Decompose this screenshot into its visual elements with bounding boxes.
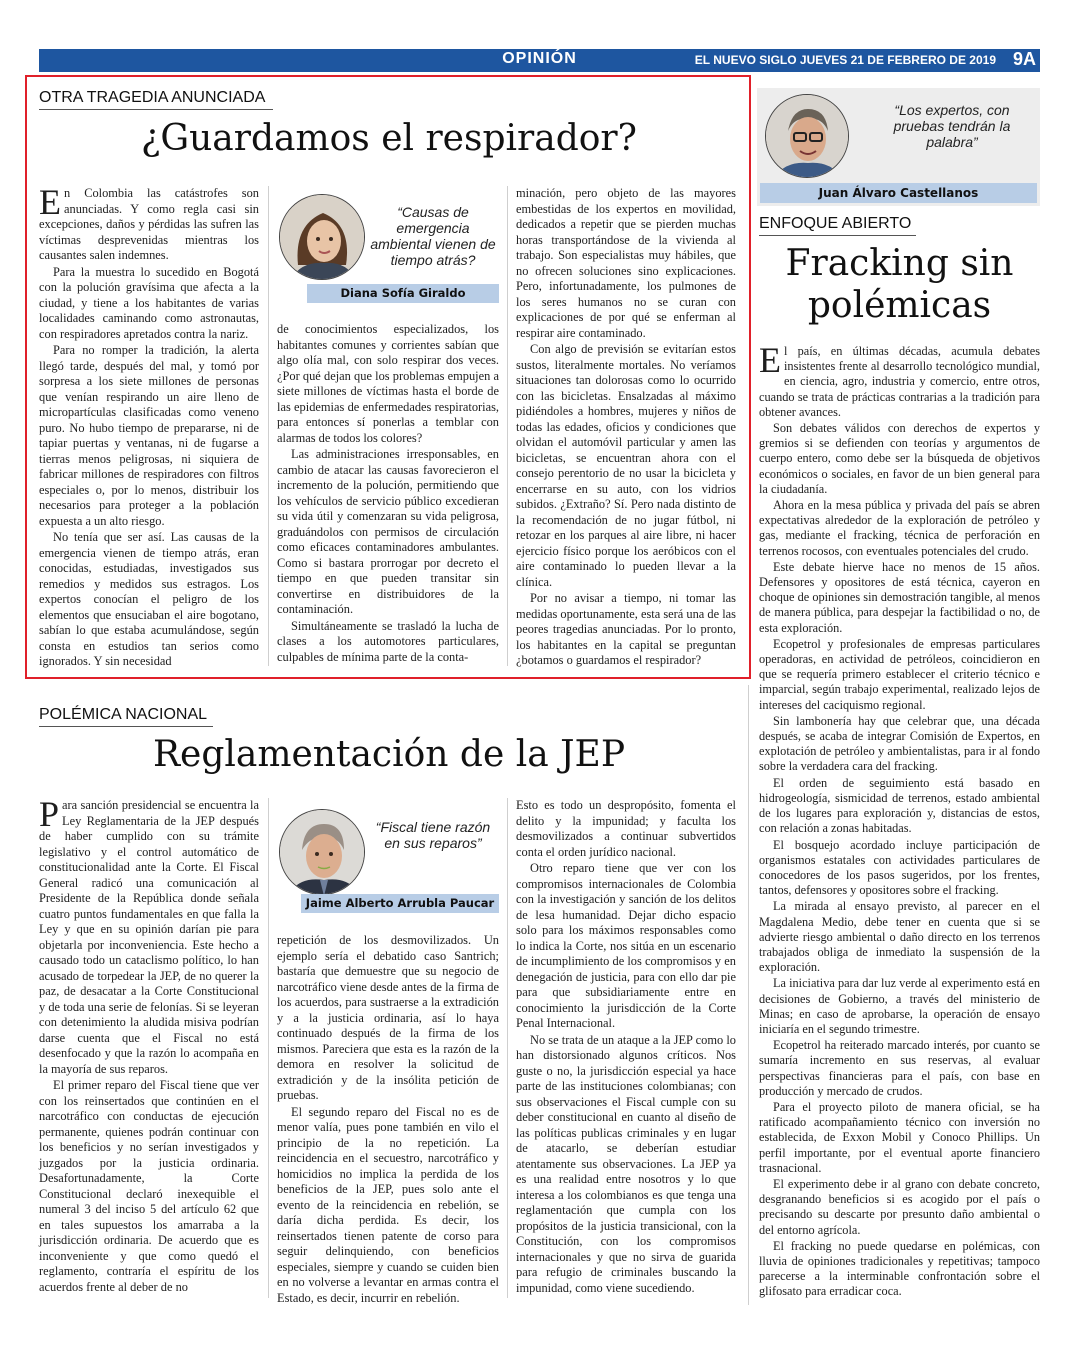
paragraph: l país, en últimas décadas, acumula debates insistentes frente al desarrollo tecnológico mundial, en ciencia, agro, industria y comercio, entre otros, cuando se trata de prácticas contrarias a la tradición para obtener avances. [759, 344, 1040, 419]
paragraph: El orden de seguimiento está basado en hidrogeología, sismicidad de terrenos, estado ambiental de los lugares para exploración y, distancias de estos, con relación a zonas habitadas. [759, 775, 1040, 836]
section-title: OPINIÓN [502, 50, 577, 67]
article1-dropcap: E [39, 182, 61, 222]
title-line: Fracking sin [785, 243, 1014, 284]
article3-column [759, 340, 1040, 1301]
article3-title [759, 243, 1040, 327]
paragraph: Otro reparo tiene que ver con los compromisos internacionales de Colombia con la investigación y sanción de los delitos de lesa humanidad. Dejar dicho espacio solo para los máximos responsables como lo indica la Corte, nos sitúa en un escenario de incumplimiento de los compromisos y en denegación de justicia, para con ello dar pie para que subsidiariamente entre en conocimiento la jurisdicción de la Corte Penal Internacional. [516, 861, 736, 1030]
title-line: polémicas [807, 285, 992, 326]
article3-kicker: ENFOQUE ABIERTO [759, 215, 916, 236]
paragraph: n Colombia las catástrofes son anunciadas. Y como regla casi sin excepciones, daños y pérdidas las sufren las víctimas desprevenidas mientras los causantes salen indemnes. [39, 186, 259, 262]
paragraph: Sin lambonería hay que celebrar que, una década después, se acaba de integrar Comisión de Expertos, en explotación de petróleo y ambientalistas, para ir al fondo sobre la verdadera cara del fracking. [759, 713, 1040, 774]
paragraph: No tenía que ser así. Las causas de la emergencia vienen de tiempo atrás, eran conocidas, estudiadas, investigados sus remedios y medidos sus estragos. Los expertos conocían el peligro de los elementos que ensuciaban el aire bogotano, sabían lo que estaba acumulándose, según consta en estudios tan serios como ignorados. Y sin necesidad [39, 530, 259, 668]
column-divider [507, 798, 508, 1298]
author-photo [279, 194, 365, 280]
article3-quote: “Los expertos, con pruebas tendrán la palabra” [893, 102, 1011, 150]
article2-column-2 [277, 933, 499, 1307]
article2-author-name: Jaime Alberto Arrubla Paucar [301, 894, 499, 913]
article1-title: ¿Guardamos el respirador? [141, 118, 637, 159]
paragraph: Son debates válidos con derechos de expertos y gremios si se defienden con teorías y argumentos de cuerpo entero, como debe ser la búsqueda de objetivos económicos o sociales, en favor de un bien general para la ciudadanía. [759, 421, 1040, 496]
column-divider [507, 186, 508, 666]
paragraph: El experimento debe ir al grano con debate concreto, desgranando beneficios si es acogido por el país o precisando su descarte por presunto daño ambiental o del entorno agrícola. [759, 1176, 1040, 1237]
article2-kicker: POLÉMICA NACIONAL [39, 706, 213, 727]
paragraph: La iniciativa para dar luz verde al experimento está en decisiones de Gobierno, a través del ministerio de Minas; en caso de aprobarse, la operación de ensayo iniciaría en el segundo trimestre. [759, 976, 1040, 1036]
column-divider [268, 798, 269, 1298]
article1-author-name: Diana Sofía Giraldo [307, 284, 499, 303]
article2-column-1 [39, 794, 259, 1296]
article1-kicker: OTRA TRAGEDIA ANUNCIADA [39, 89, 273, 110]
paragraph: Con algo de previsión se evitarían estos sustos, literalmente mortales. No veríamos situaciones tan dolorosas como lo ocurrido con las bicicletas. Ensalzadas al máximo pidiéndoles a hombres, mujeres y niños de todas las edades, oficios y condiciones que olvidan el automóvil particular y amen las bicicletas, se encuentran ahora con el consejo perentorio de no usar la bicicleta y encerrarse en su auto, con los vidrios subidos. ¿Extraño? Sí. Pero nada distinto de la recomendación de no jugar fútbol, ni retozar en los parques al aire libre, ni hacer ejercicio físico porque los aeróbicos con el aire contaminado lo pueden llevar a la clínica. [516, 342, 736, 589]
paragraph: El fracking no puede quedarse en polémicas, con lluvia de opiniones tradicionales y repetitivas; tampoco parecerse a la interminable confrontación sobre el glifosato para erradicar coca. [759, 1238, 1040, 1299]
article1-quote: “Causas de emergencia ambiental vienen de tiempo atrás? [370, 204, 496, 268]
paragraph: Ahora en la mesa pública y privada del país se abren expectativas alrededor de la exploración de petróleo y gas, mediante el fracking, técnica de perforación en terrenos rocosos, con eventuales potenciales del crudo. [759, 498, 1040, 558]
paragraph: El primer reparo del Fiscal tiene que ver con los reinsertados que continúen en el narcotráfico con conductas de ejecución permanente, quienes podrán continuar con los beneficios y no serían investigados y juzgados por la justicia ordinaria. Desafortunadamente, la Corte Constitucional declaró inexequible el numeral 3 del inciso 5 del artículo 62 que en tales supuestos los amarraba a la jurisdicción ordinaria. De acuerdo que es inconveniente y que como quedó el reglamento, contraría el espíritu de los acuerdos frente al deber de no [39, 1078, 259, 1294]
paragraph: Esto es todo un despropósito, fomenta el delito y la impunidad; y faculta los desmovilizados a continuar subvertidos conta el orden jurídico nacional. [516, 798, 736, 859]
author-photo [765, 94, 849, 178]
paragraph: minación, pero objeto de las mayores embestidas de los expertos en movilidad, dedicados a repetir que se pierden muchas horas transportándose de la vivienda al trabajo. Son especialistas muy hábiles, que no ofrecen soluciones sino explicaciones. Pero, infortunadamente, los pulmones de los seres humanos no se curan con explicaciones de por qué se enferman al respirar aire contaminado. [516, 186, 736, 340]
paragraph: No se trata de un ataque a la JEP como lo han distorsionado algunos críticos. Nos guste o no, la jurisdicción especial ya hace parte de las instituciones colombianas; con sus observaciones el Fiscal cumple con su deber constitucional en cuanto al diseño de las políticas publicas criminales y en lugar de atacarlo, se deberían estudiar atentamente sus observaciones. La JEP ya es una realidad entre nosotros y lo que interesa a los colombianos es que tenga una reglamentación que cumpla con los propósitos de la justicia transicional, con la Constitución, con los compromisos internacionales y que no sirva de guarida para refugio de criminales buscando la impunidad, como viene sucediendo. [516, 1032, 736, 1295]
column-divider [268, 186, 269, 666]
article2-title: Reglamentación de la JEP [152, 734, 626, 775]
paragraph: Ecopetrol y profesionales de empresas particulares operadoras, en actividad de petróleos, coincidieron en que se requería primero establecer el criterio técnico e imparcial, según trabajo experimental, realizado lejos de intereses del caciquismo regional. [759, 636, 1040, 712]
article3-author-name: Juan Álvaro Castellanos [760, 183, 1037, 203]
page-number: 9A [1012, 49, 1036, 69]
paragraph: Simultáneamente se trasladó la lucha de clases a los automotores particulares, culpables de mínima parte de la conta- [277, 618, 499, 664]
paragraph: La mirada al ensayo previsto, al parecer en el Magdalena Medio, debe tener en cuenta que si se advierte riesgo ambiental o daño directo en los terrenos trabajados obliga de inmediato la suspensión de la exploración. [759, 899, 1040, 975]
paragraph: Para la muestra lo sucedido en Bogotá con la polución gravísima que afecta a la ciudad, y tiene a los habitantes de varias localidades caminando como astronautas, con respiradores apretados contra la nariz. [39, 264, 259, 341]
page-header-bar [39, 49, 1040, 72]
article2-dropcap: P [39, 794, 60, 834]
paragraph: Por no avisar a tiempo, ni tomar las medidas oportunamente, esta será una de las peores tragedias anunciadas. Por lo pronto, los habitantes en la capital se preguntan ¿botamos o guardamos el respirador? [516, 591, 736, 667]
paragraph: Las administraciones irresponsables, en cambio de atacar las causas favorecieron el incremento de la polución, permitiendo que los vehículos de servicio público excedieran su vida útil y comenzaran su vida peligrosa, graduándolos con permisos de circulación como eficaces contaminadores ambulantes. Como si bastara prorrogar por decreto el tiempo en que pueden transitar sin convertirse en distribuidores de la contaminación. [277, 447, 499, 616]
article1-column-3 [516, 186, 736, 670]
paragraph: de conocimientos especializados, los habitantes comunes y corrientes sabían que algo olía mal, con solo respirar dos veces. ¿Por qué dejan que los problemas empujen a siete millones de víctimas hasta el borde de las epidemias de enfermedades respiratorias, para entonces sí ponerlas a temblar con alarmas de todos los colores? [277, 322, 499, 445]
paragraph: Para no romper la tradición, la alerta llegó tarde, después del mal, y tomó por sorpresa a los siete millones de personas que venían respirando un aire lleno de micropartículas clasificadas como veneno puro. No hubo tiempo de prepararse, ni de tapiar puertas y ventanas, ni de fugarse a tierras menos peligrosas, ni siquiera de fabricar millones de respiradores con filtros especiales o, por lo menos, distribuir los necesarios para proteger a la población expuesta a un alto riesgo. [39, 343, 259, 528]
author-photo [279, 809, 365, 895]
article2-column-3 [516, 798, 736, 1297]
paragraph: Para el proyecto piloto de manera oficial, se ha ratificado acompañamiento técnico con inversión no establecida, de Exxon Mobil y Conoco Phillips. Un perfil importante, por el eventual aporte financiero trasnacional. [759, 1099, 1040, 1175]
paragraph: El bosquejo acordado incluye participación de organismos estatales con actividades particulares de conocedores de los pasos sugeridos, por los frentes, tantos, defensores y opositores sobre el fracking. [759, 837, 1040, 898]
paragraph: Este debate hierve hace no menos de 15 años. Defensores y opositores de está técnica, cayeron en choque de opiniones sin demostración tangible, al menos de manera pública, para despejar la factibilidad o no, de esta exploración. [759, 559, 1040, 635]
article1-author-box [277, 186, 499, 306]
dateline: EL NUEVO SIGLO JUEVES 21 DE FEBRERO DE 2019 [694, 53, 996, 67]
article2-quote: “Fiscal tiene razón en sus reparos” [375, 819, 491, 851]
article1-column-1 [39, 182, 259, 671]
article3-author-box [757, 88, 1040, 206]
column-divider [748, 685, 749, 1305]
paragraph: repetición de los desmovilizados. Un ejemplo sería el debatido caso Santrich; bastaría que demuestre que su negocio de narcotráfico viene desde antes de la firma de los acuerdos, para sustraerse a la extradición y a la justicia ordinaria, así lo haya continuado después de la firma de los mismos. Pareciera que esta es la razón de la demora en resolver la solicitud de extradición y de la insólita petición de pruebas. [277, 933, 499, 1102]
article1-column-2 [277, 322, 499, 666]
article2-author-box [277, 805, 499, 915]
article3-dropcap: E [759, 340, 781, 380]
paragraph: Ecopetrol ha reiterado marcado interés, por cuanto se sumaría incremento en sus reservas, al evaluar perspectivas financieras para el país, con base en producción y mercado de crudos. [759, 1038, 1040, 1098]
paragraph: El segundo reparo del Fiscal no es de menor valía, pues pone también en vilo el principio de la no repetición. La reincidencia en el secuestro, narcotráfico y homicidios no implica la perdida de los beneficios de la JEP, pues solo ante el evento de la reincidencia en rebelión, se daría dicha perdida. Es decir, los reinsertados tienen patente de corso para seguir delinquiendo, con beneficios especiales, siempre y cuando se cuiden bien en no volverse a levantar en armas contra el Estado, es decir, incurrir en rebelión. [277, 1104, 499, 1305]
paragraph: ara sanción presidencial se encuentra la Ley Reglamentaria de la JEP después de haber cumplido con su trámite legislativo y el control automático de constitucionalidad ante la Corte. El Fiscal General radicó una comunicación al Presidente de la República donde señala cuatro puntos fundamentales en que falla la Ley y que en su opinión darían pie para objetarla por inconveniencia. Este hecho a causado todo un cataclismo político, lo han acusado de torpedear la JEP, de no querer la paz, de desacatar a la Corte Constitucional y de toda una serie de felonías. Si se leyeran con detenimiento la aludida misiva podrían darse cuenta que el Fiscal no está desenfocado y que la razón lo acompaña en la mayoría de sus reparos. [39, 798, 259, 1076]
